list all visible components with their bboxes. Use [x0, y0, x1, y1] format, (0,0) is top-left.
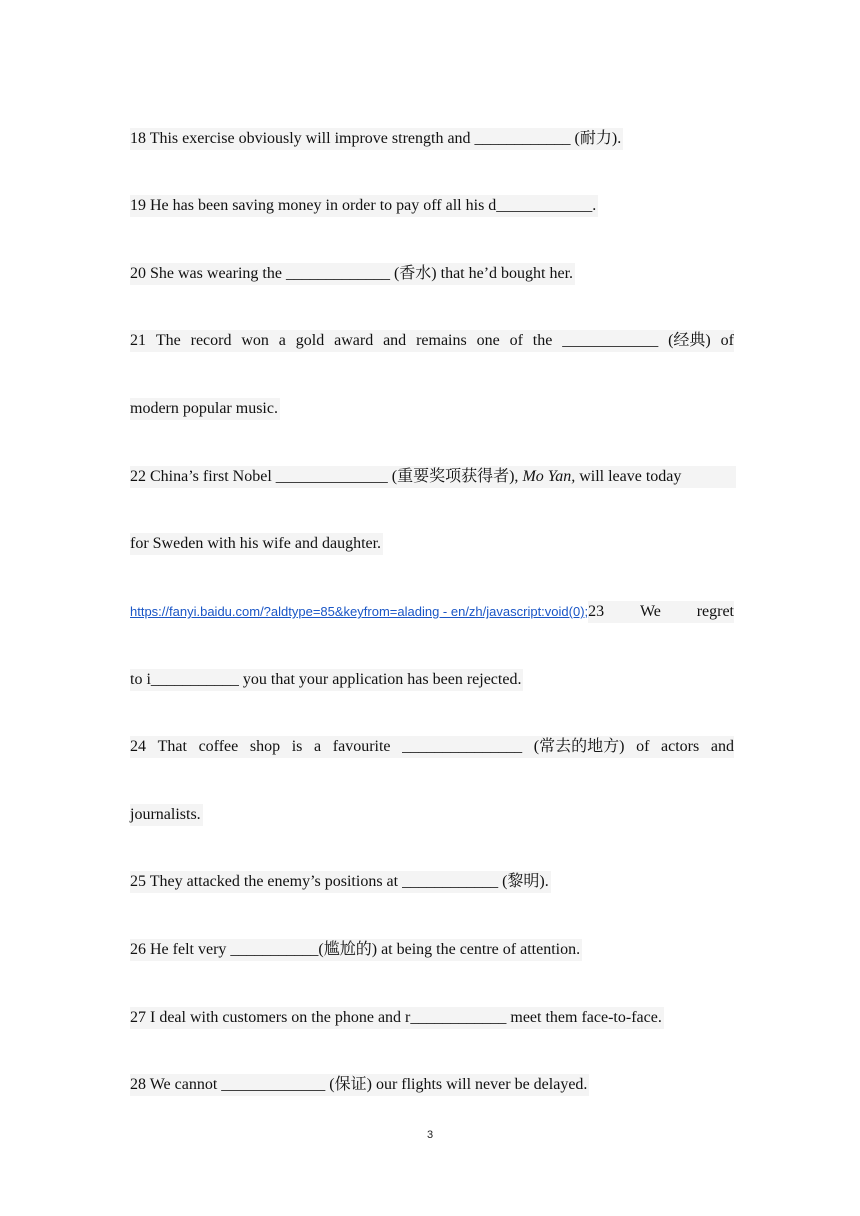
question-27: 27 I deal with customers on the phone and r____________ meet them face-to-face.	[130, 1007, 664, 1029]
question-24-line-2: journalists.	[130, 804, 203, 826]
translation-link[interactable]: https://fanyi.baidu.com/?aldtype=85&keyfrom=alading - en/zh/javascript:void(0);	[130, 601, 588, 623]
question-24-word: 24	[130, 738, 146, 755]
question-28: 28 We cannot _____________ (保证) our flights will never be delayed.	[130, 1074, 589, 1096]
question-26: 26 He felt very ___________(尴尬的) at being the centre of attention.	[130, 939, 582, 961]
question-21-word: a	[278, 332, 286, 349]
question-24-word: _______________	[402, 738, 523, 755]
question-24-word: shop	[249, 738, 281, 755]
question-22-text-before: 22 China’s first Nobel ______________ (重要奖项获得者),	[130, 468, 523, 485]
question-24-word: (常去的地方)	[533, 738, 625, 755]
question-23-line-1	[130, 601, 734, 623]
question-24-word: and	[710, 738, 734, 755]
question-21-word: record	[190, 332, 232, 349]
question-24-word: That	[157, 738, 187, 755]
question-21-word: The	[155, 332, 181, 349]
question-22-name: Mo Yan,	[522, 468, 576, 485]
question-22-text-after: will leave today	[575, 468, 682, 485]
question-21-word: of	[509, 332, 523, 349]
question-19: 19 He has been saving money in order to pay off all his d____________.	[130, 195, 598, 217]
question-21-word: (经典)	[668, 332, 711, 349]
question-24-word: is	[291, 738, 303, 755]
question-21-word: the	[532, 332, 553, 349]
question-21-word: gold	[295, 332, 325, 349]
question-24-word: actors	[661, 738, 700, 755]
question-20: 20 She was wearing the _____________ (香水) that he’d bought her.	[130, 263, 575, 285]
question-22-line-1	[130, 466, 736, 488]
question-23-word: We	[639, 603, 661, 620]
question-25: 25 They attacked the enemy’s positions at ____________ (黎明).	[130, 871, 551, 893]
question-24-line-1	[130, 736, 734, 758]
question-21-line-2: modern popular music.	[130, 398, 280, 420]
question-24-word: a	[314, 738, 322, 755]
question-23-start	[588, 601, 734, 623]
question-21-word: remains	[416, 332, 467, 349]
question-21-word: award	[334, 332, 374, 349]
question-21-word: 21	[130, 332, 146, 349]
question-21-word: of	[720, 332, 734, 349]
question-21-word: and	[383, 332, 407, 349]
question-24-word: of	[636, 738, 650, 755]
question-23-word: regret	[696, 603, 734, 620]
question-18: 18 This exercise obviously will improve strength and ____________ (耐力).	[130, 128, 623, 150]
question-24-word: favourite	[332, 738, 391, 755]
question-21-word: one	[476, 332, 500, 349]
question-21-word: ____________	[562, 332, 659, 349]
question-24-word: coffee	[198, 738, 239, 755]
question-22-line-2: for Sweden with his wife and daughter.	[130, 533, 383, 555]
question-21-word: won	[241, 332, 269, 349]
question-23-word: 23	[588, 603, 605, 620]
question-21-line-1	[130, 330, 734, 352]
question-23-line-2: to i___________ you that your application has been rejected.	[130, 669, 523, 691]
page-number: 3	[426, 1129, 434, 1141]
